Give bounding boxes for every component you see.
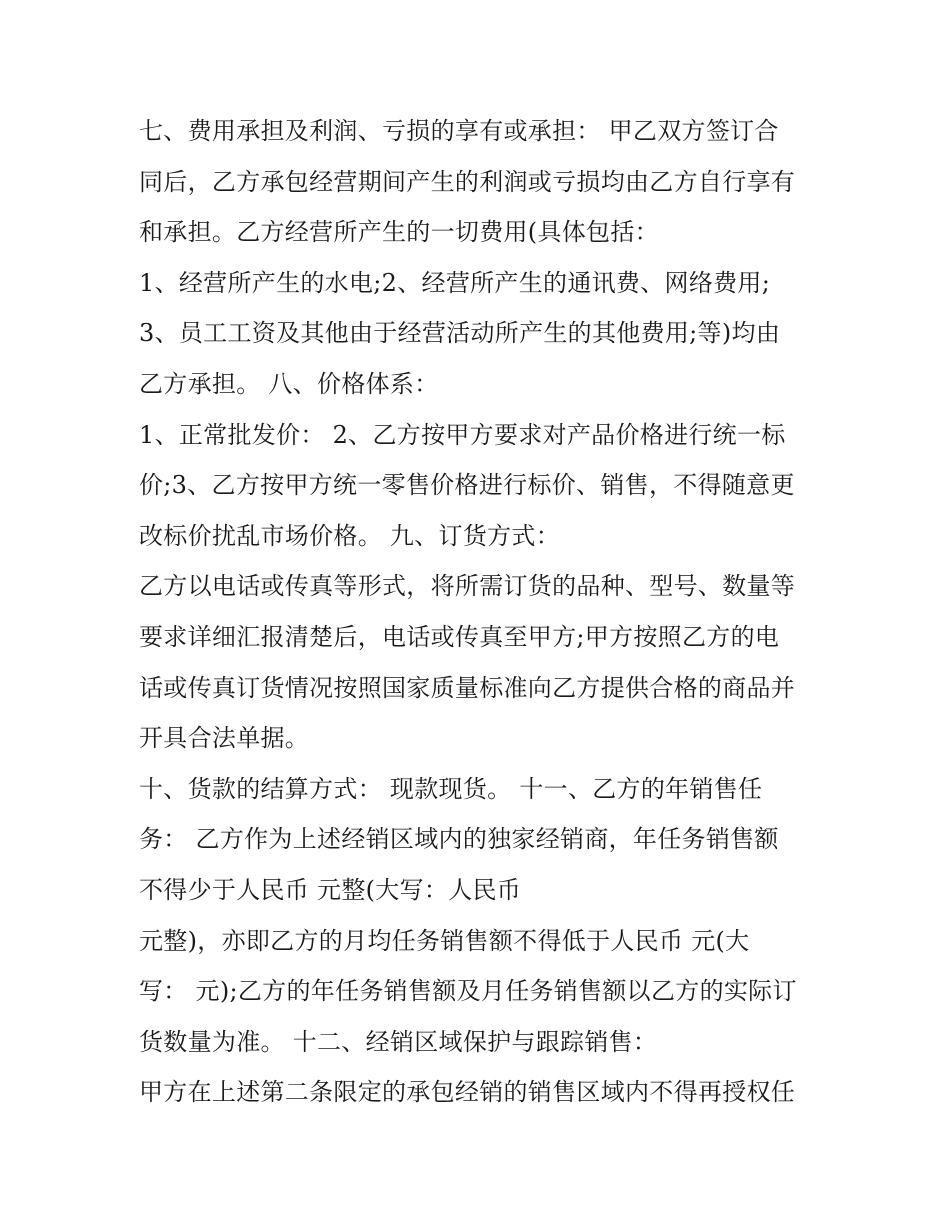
text-line: 3、员工工资及其他由于经营活动所产生的其他费用;等)均由 xyxy=(139,319,781,348)
text-line: 价;3、乙方按甲方统一零售价格进行标价、销售，不得随意更 xyxy=(139,471,795,500)
text-line: 不得少于人民币 元整(大写：人民币 xyxy=(139,875,522,904)
text-line: 和承担。乙方经营所产生的一切费用(具体包括： xyxy=(139,218,659,247)
text-line: 写： 元);乙方的年任务销售额及月任务销售额以乙方的实际订 xyxy=(139,977,797,1006)
text-line: 元整)，亦即乙方的月均任务销售额不得低于人民币 元(大 xyxy=(139,926,750,955)
text-line: 十、货款的结算方式： 现款现货。 十一、乙方的年销售任 xyxy=(139,774,763,803)
text-line: 同后，乙方承包经营期间产生的利润或亏损均由乙方自行享有 xyxy=(139,167,796,196)
text-line: 乙方以电话或传真等形式，将所需订货的品种、型号、数量等 xyxy=(139,572,796,601)
text-line: 乙方承担。 八、价格体系： xyxy=(139,369,439,398)
text-line: 改标价扰乱市场价格。 九、订货方式： xyxy=(139,521,561,550)
text-line: 1、经营所产生的水电;2、经营所产生的通讯费、网络费用; xyxy=(139,268,771,297)
text-line: 甲方在上述第二条限定的承包经销的销售区域内不得再授权任 xyxy=(139,1078,796,1107)
text-line: 七、费用承担及利润、亏损的享有或承担： 甲乙双方签订合 xyxy=(139,117,779,145)
text-line: 1、正常批发价： 2、乙方按甲方要求对产品价格进行统一标 xyxy=(139,420,786,449)
text-line: 要求详细汇报清楚后，电话或传真至甲方;甲方按照乙方的电 xyxy=(139,622,780,651)
text-line: 货数量为准。 十二、经销区域保护与跟踪销售： xyxy=(139,1027,658,1056)
contract-text-block xyxy=(139,106,829,1118)
text-line: 开具合法单据。 xyxy=(139,724,310,753)
text-line: 务： 乙方作为上述经销区域内的独家经销商，年任务销售额 xyxy=(139,825,779,854)
text-line: 话或传真订货情况按照国家质量标准向乙方提供合格的商品并 xyxy=(139,673,796,702)
